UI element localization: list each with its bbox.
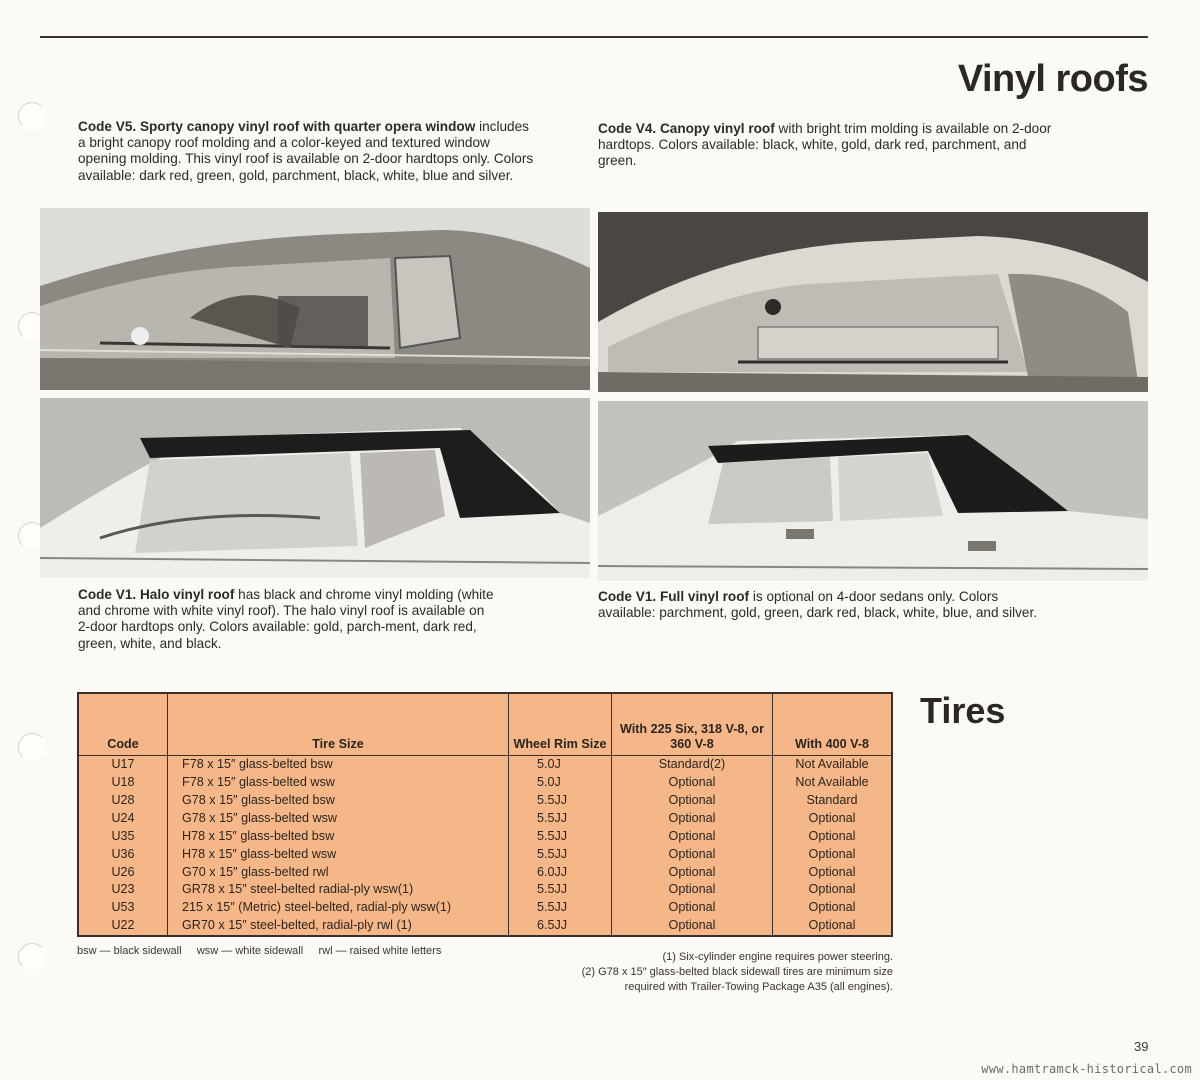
cell-400-v8: Optional xyxy=(773,863,892,881)
caption-v1-full-code: Code V1. Full vinyl roof xyxy=(598,589,750,604)
cell-rim-size: 5.0J xyxy=(509,774,612,792)
cell-code: U35 xyxy=(111,828,135,843)
binder-hole xyxy=(18,733,46,761)
cell-225-six: Optional xyxy=(612,828,773,846)
binder-hole xyxy=(18,943,46,971)
top-rule xyxy=(40,36,1148,38)
caption-v1-halo xyxy=(78,587,498,652)
cell-code: U36 xyxy=(111,846,135,861)
cell-code: U26 xyxy=(111,864,135,879)
caption-v1-halo-code: Code V1. Halo vinyl roof xyxy=(78,587,235,602)
cell-code: U17 xyxy=(111,757,135,772)
cell-225-six: Optional xyxy=(612,863,773,881)
cell-tire-size: GR70 x 15″ steel-belted, radial-ply rwl (1) xyxy=(168,917,509,935)
cell-tire-size: F78 x 15″ glass-belted bsw xyxy=(168,756,509,774)
caption-v4 xyxy=(598,121,1058,170)
cell-tire-size: G78 x 15″ glass-belted bsw xyxy=(168,792,509,810)
cell-400-v8: Optional xyxy=(773,917,892,935)
cell-225-six: Standard(2) xyxy=(612,756,773,774)
photo-v1-halo-roof xyxy=(40,398,590,578)
footnote-2-cont: required with Trailer-Towing Package A35 (all engines). xyxy=(624,981,893,993)
caption-v5 xyxy=(78,119,538,184)
watermark: www.hamtramck-historical.com xyxy=(981,1062,1192,1076)
cell-tire-size: G70 x 15″ glass-belted rwl xyxy=(168,863,509,881)
cell-400-v8: Optional xyxy=(773,845,892,863)
photo-v4-canopy-roof xyxy=(598,212,1148,392)
cell-tire-size: H78 x 15″ glass-belted wsw xyxy=(168,845,509,863)
cell-code: U18 xyxy=(111,775,135,790)
caption-v1-full xyxy=(598,589,1053,621)
cell-400-v8: Optional xyxy=(773,810,892,828)
col-header-code: Code xyxy=(79,694,168,756)
footnotes xyxy=(582,950,893,995)
cell-rim-size: 5.5JJ xyxy=(509,810,612,828)
cell-rim-size: 5.5JJ xyxy=(509,845,612,863)
tires-heading: Tires xyxy=(920,690,1006,731)
cell-tire-size: GR78 x 15″ steel-belted radial-ply wsw(1) xyxy=(168,881,509,899)
table-header-row xyxy=(79,694,891,756)
cell-tire-size: G78 x 15″ glass-belted wsw xyxy=(168,810,509,828)
cell-tire-size: 215 x 15″ (Metric) steel-belted, radial-ply wsw(1) xyxy=(168,899,509,917)
cell-code: U28 xyxy=(111,792,135,807)
caption-v5-code: Code V5. Sporty canopy vinyl roof with quarter opera window xyxy=(78,119,476,134)
col-header-tire-size: Tire Size xyxy=(168,694,509,756)
col-header-400-v8: With 400 V-8 xyxy=(773,694,892,756)
cell-code: U24 xyxy=(111,810,135,825)
cell-code: U23 xyxy=(111,882,135,897)
table-body xyxy=(79,756,891,936)
cell-225-six: Optional xyxy=(612,792,773,810)
table-legend: bsw — black sidewall wsw — white sidewall rwl — raised white letters xyxy=(77,945,442,957)
cell-400-v8: Optional xyxy=(773,881,892,899)
cell-tire-size: F78 x 15″ glass-belted wsw xyxy=(168,774,509,792)
cell-225-six: Optional xyxy=(612,917,773,935)
cell-rim-size: 5.5JJ xyxy=(509,881,612,899)
col-header-225-six: With 225 Six, 318 V-8, or 360 V-8 xyxy=(612,694,773,756)
cell-code: U22 xyxy=(111,918,135,933)
cell-400-v8: Standard xyxy=(773,792,892,810)
caption-v4-text: with bright trim molding is available on 2-door hardtops. Colors available: black, white, gold, dark red, parchment, and green. xyxy=(598,121,1052,169)
cell-rim-size: 5.0J xyxy=(509,756,612,774)
photo-v5-canopy-roof xyxy=(40,208,590,390)
cell-225-six: Optional xyxy=(612,881,773,899)
table-row xyxy=(79,917,891,935)
cell-225-six: Optional xyxy=(612,810,773,828)
page-number: 39 xyxy=(1134,1039,1149,1054)
table-row xyxy=(79,810,891,828)
cell-rim-size: 5.5JJ xyxy=(509,828,612,846)
cell-tire-size: H78 x 15″ glass-belted bsw xyxy=(168,828,509,846)
caption-v5-text: includes a bright canopy roof molding and a color-keyed and textured window opening molding. This vinyl roof is available on 2-door hardtops only. Colors available: dark red, green, gold, parchment, black, white, blue and silver. xyxy=(78,119,534,183)
table-row xyxy=(79,774,891,792)
cell-225-six: Optional xyxy=(612,899,773,917)
cell-rim-size: 6.5JJ xyxy=(509,917,612,935)
cell-400-v8: Not Available xyxy=(773,774,892,792)
table-row xyxy=(79,899,891,917)
table-row xyxy=(79,845,891,863)
cell-400-v8: Optional xyxy=(773,899,892,917)
caption-v4-code: Code V4. Canopy vinyl roof xyxy=(598,121,775,136)
cell-225-six: Optional xyxy=(612,774,773,792)
cell-400-v8: Optional xyxy=(773,828,892,846)
col-header-rim-size: Wheel Rim Size xyxy=(509,694,612,756)
table-row xyxy=(79,828,891,846)
table-row xyxy=(79,881,891,899)
cell-rim-size: 5.5JJ xyxy=(509,792,612,810)
cell-code: U53 xyxy=(111,900,135,915)
table-row xyxy=(79,863,891,881)
footnote-2: (2) G78 x 15″ glass-belted black sidewall tires are minimum size xyxy=(581,966,893,978)
cell-rim-size: 5.5JJ xyxy=(509,899,612,917)
table-row xyxy=(79,756,891,774)
cell-225-six: Optional xyxy=(612,845,773,863)
photo-v1-full-roof xyxy=(598,401,1148,581)
table-row xyxy=(79,792,891,810)
cell-rim-size: 6.0JJ xyxy=(509,863,612,881)
binder-hole xyxy=(18,102,46,130)
cell-400-v8: Not Available xyxy=(773,756,892,774)
caption-v1-halo-text: has black and chrome vinyl molding (white and chrome with white vinyl roof). The halo vinyl roof is available on 2-door hardtops only. Colors available: gold, parch-ment, dark red, green, white, and black. xyxy=(78,587,494,651)
footnote-1: (1) Six-cylinder engine requires power steering. xyxy=(662,951,893,963)
caption-v1-full-text: is optional on 4-door sedans only. Colors available: parchment, gold, green, dark red, black, white, blue, and silver. xyxy=(598,589,1038,621)
tire-specs-table xyxy=(77,692,893,937)
page-title: Vinyl roofs xyxy=(957,58,1148,100)
